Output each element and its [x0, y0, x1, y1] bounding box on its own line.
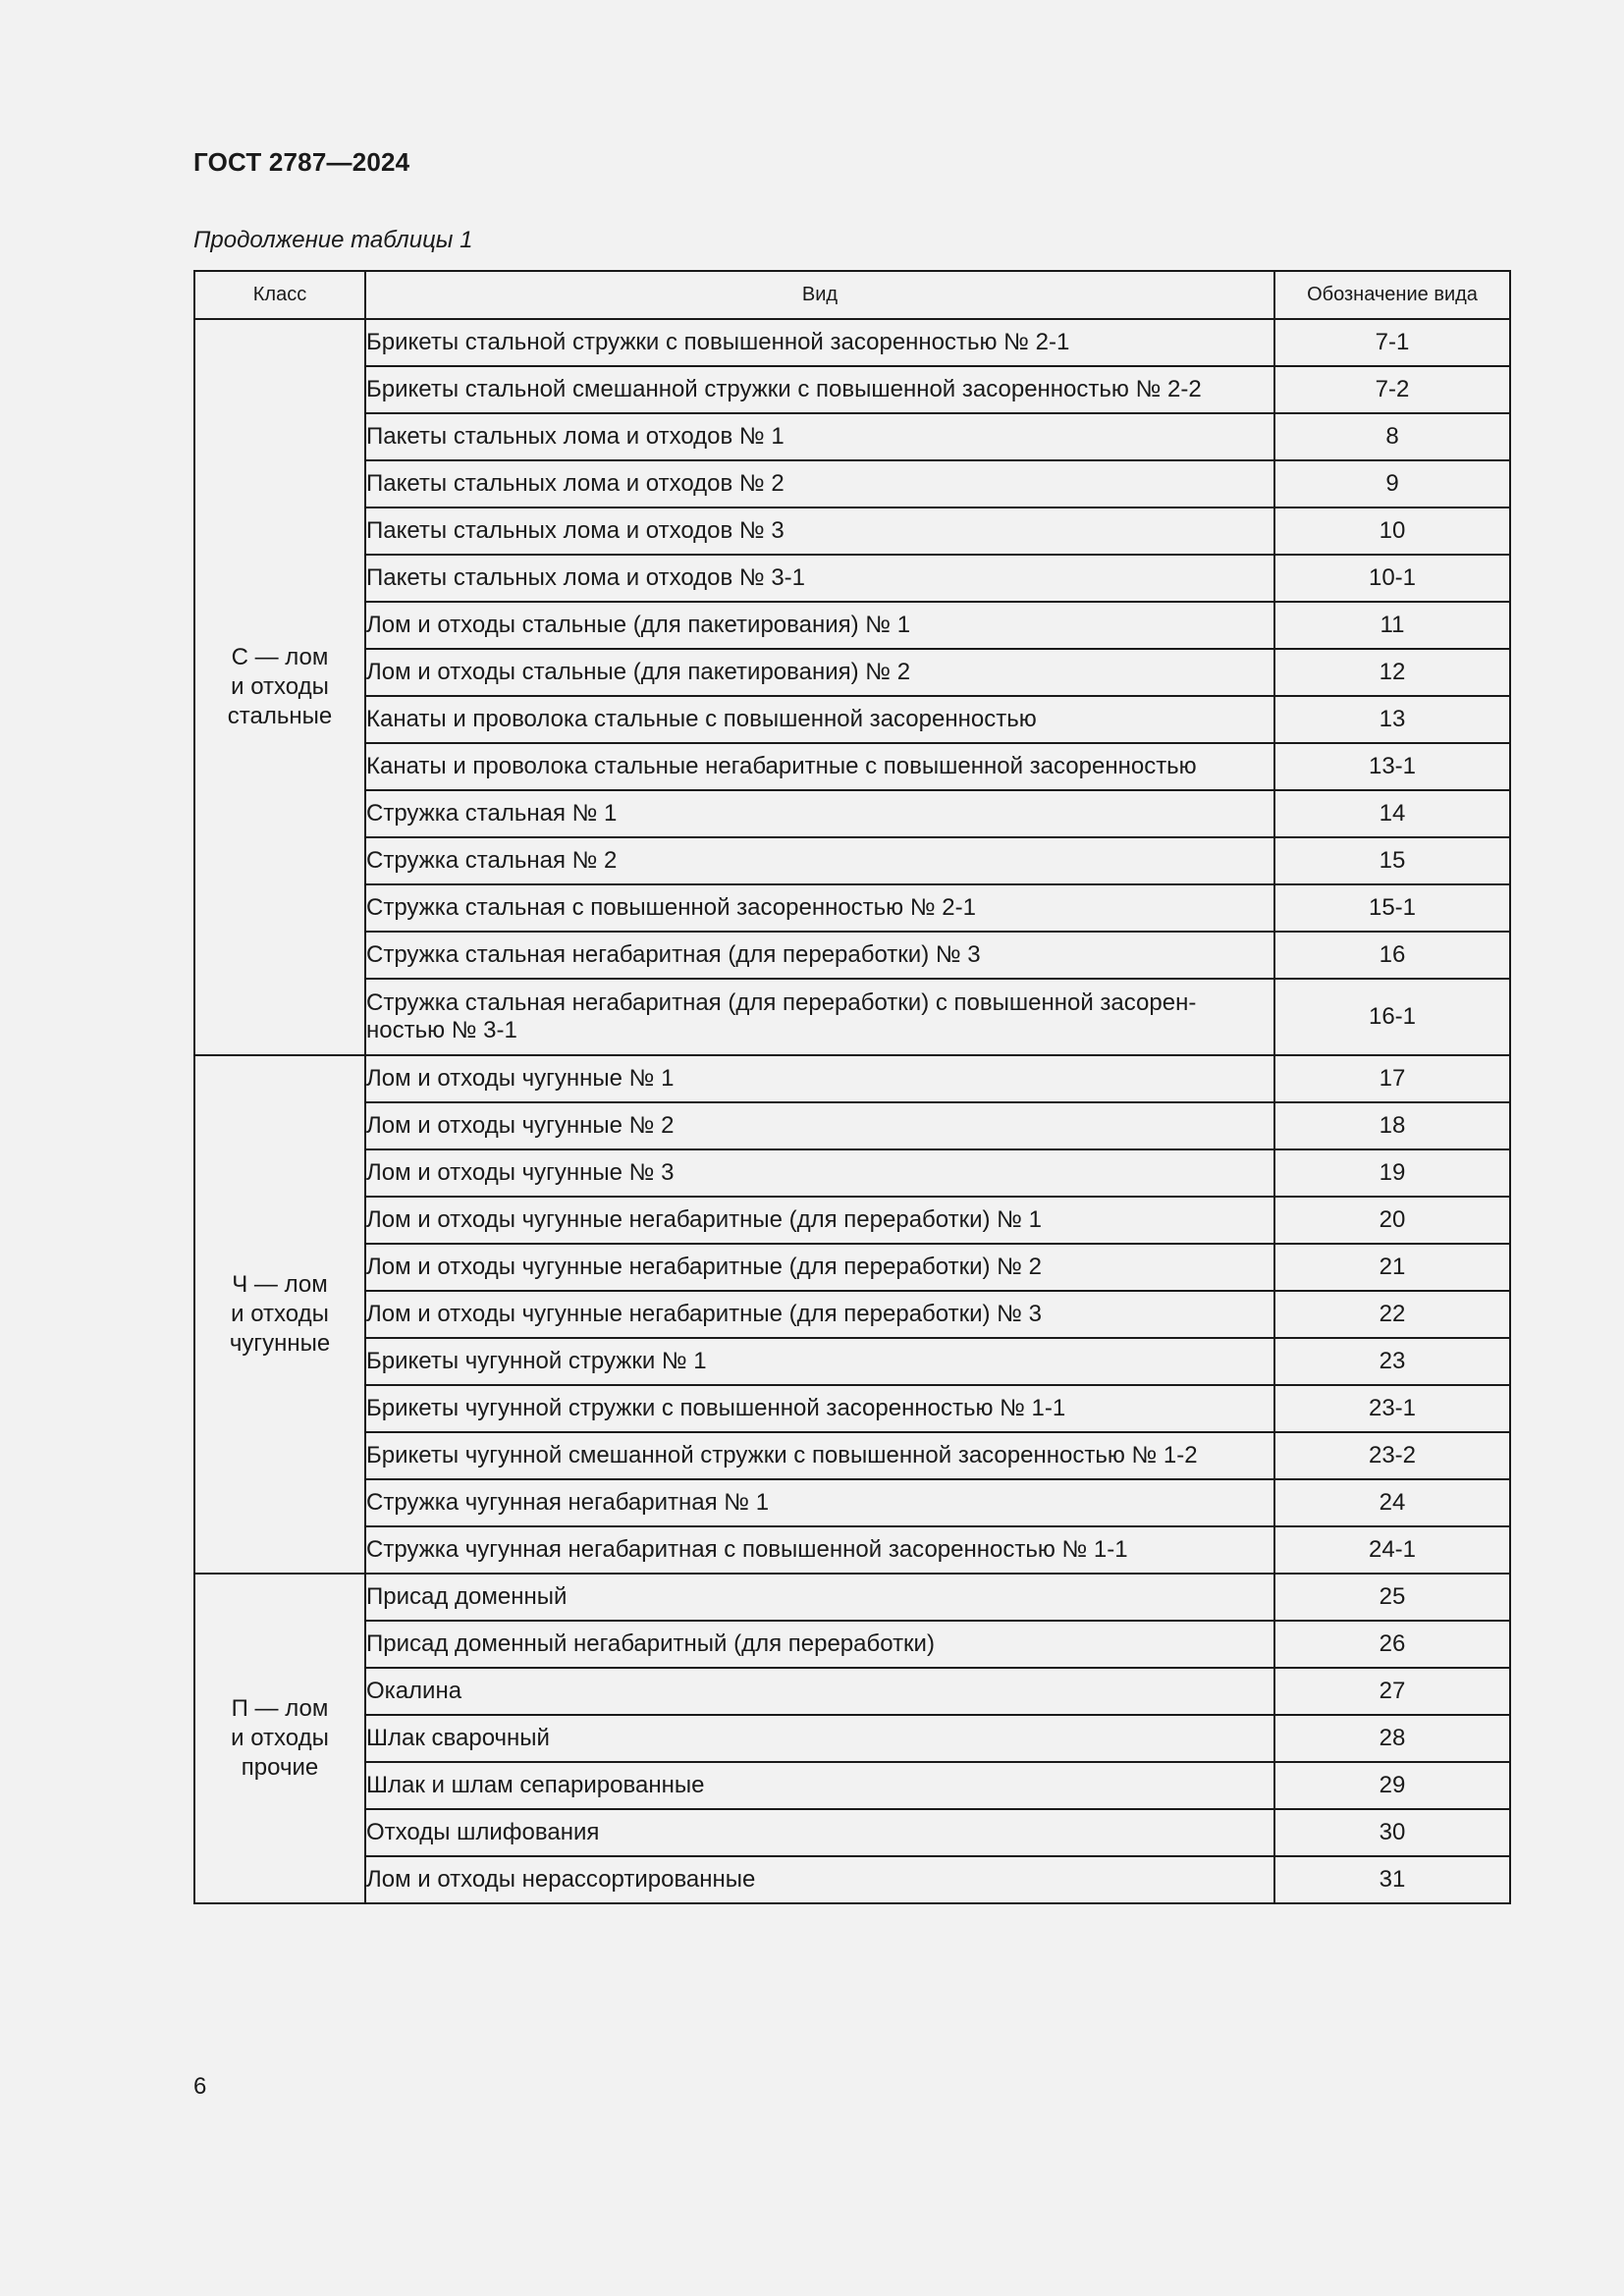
kind-cell: Стружка чугунная негабаритная № 1 [365, 1479, 1274, 1526]
table-row [194, 790, 1510, 837]
table-row [194, 979, 1510, 1055]
table-row [194, 1385, 1510, 1432]
table-row [194, 413, 1510, 460]
kind-cell: Лом и отходы стальные (для пакетирования) № 2 [365, 649, 1274, 696]
table-row [194, 696, 1510, 743]
code-cell: 23 [1274, 1338, 1510, 1385]
table-row [194, 507, 1510, 555]
kind-cell: Шлак и шлам сепарированные [365, 1762, 1274, 1809]
kind-cell: Лом и отходы стальные (для пакетирования) № 1 [365, 602, 1274, 649]
table-row [194, 743, 1510, 790]
table-row [194, 1856, 1510, 1903]
table-row [194, 602, 1510, 649]
table-row [194, 1149, 1510, 1197]
code-cell: 16-1 [1274, 979, 1510, 1055]
table-row [194, 555, 1510, 602]
table-row [194, 1102, 1510, 1149]
kind-cell: Пакеты стальных лома и отходов № 1 [365, 413, 1274, 460]
table-header-row [194, 271, 1510, 319]
kind-cell: Брикеты чугунной смешанной стружки с повышенной засоренностью № 1-2 [365, 1432, 1274, 1479]
code-cell: 13-1 [1274, 743, 1510, 790]
column-header-code: Обозначение вида [1274, 271, 1510, 319]
code-cell: 18 [1274, 1102, 1510, 1149]
code-cell: 27 [1274, 1668, 1510, 1715]
kind-cell: Лом и отходы чугунные негабаритные (для переработки) № 2 [365, 1244, 1274, 1291]
table-row [194, 1338, 1510, 1385]
kind-cell: Стружка стальная негабаритная (для переработки) № 3 [365, 932, 1274, 979]
table-row [194, 1479, 1510, 1526]
kind-line: ностью № 3-1 [366, 1017, 517, 1043]
code-cell: 26 [1274, 1621, 1510, 1668]
kind-cell: Отходы шлифования [365, 1809, 1274, 1856]
kind-cell: Канаты и проволока стальные негабаритные с повышенной засоренностью [365, 743, 1274, 790]
code-cell: 14 [1274, 790, 1510, 837]
column-header-kind: Вид [365, 271, 1274, 319]
code-cell: 23-1 [1274, 1385, 1510, 1432]
table-caption: Продолжение таблицы 1 [193, 227, 473, 253]
code-cell: 11 [1274, 602, 1510, 649]
table-row [194, 460, 1510, 507]
kind-cell: Пакеты стальных лома и отходов № 2 [365, 460, 1274, 507]
table-row [194, 1197, 1510, 1244]
kind-cell: Стружка стальная с повышенной засоренностью № 2-1 [365, 884, 1274, 932]
code-cell: 24-1 [1274, 1526, 1510, 1574]
class-label-line: П — лом [231, 1695, 329, 1722]
kind-cell: Лом и отходы чугунные негабаритные (для переработки) № 1 [365, 1197, 1274, 1244]
kind-cell: Лом и отходы нерассортированные [365, 1856, 1274, 1903]
code-cell: 19 [1274, 1149, 1510, 1197]
code-cell: 16 [1274, 932, 1510, 979]
code-cell: 31 [1274, 1856, 1510, 1903]
code-cell: 24 [1274, 1479, 1510, 1526]
kind-cell: Стружка чугунная негабаритная с повышенной засоренностью № 1-1 [365, 1526, 1274, 1574]
classification-table [193, 270, 1511, 1904]
table-row [194, 1291, 1510, 1338]
table-body [194, 319, 1510, 1903]
table-row [194, 1055, 1510, 1102]
code-cell: 15 [1274, 837, 1510, 884]
table-row [194, 1762, 1510, 1809]
kind-cell: Канаты и проволока стальные с повышенной засоренностью [365, 696, 1274, 743]
table-row [194, 1809, 1510, 1856]
code-cell: 17 [1274, 1055, 1510, 1102]
code-cell: 28 [1274, 1715, 1510, 1762]
table-row [194, 1432, 1510, 1479]
table-row [194, 366, 1510, 413]
code-cell: 22 [1274, 1291, 1510, 1338]
kind-cell: Присад доменный [365, 1574, 1274, 1621]
class-label-line: стальные [227, 703, 333, 729]
kind-cell: Шлак сварочный [365, 1715, 1274, 1762]
kind-cell: Пакеты стальных лома и отходов № 3-1 [365, 555, 1274, 602]
class-label-line: прочие [241, 1754, 319, 1781]
kind-cell: Пакеты стальных лома и отходов № 3 [365, 507, 1274, 555]
table-row [194, 1574, 1510, 1621]
kind-line: Стружка стальная негабаритная (для переработки) с повышенной засорен- [366, 989, 1197, 1016]
table-row [194, 1715, 1510, 1762]
kind-cell: Окалина [365, 1668, 1274, 1715]
code-cell: 20 [1274, 1197, 1510, 1244]
code-cell: 29 [1274, 1762, 1510, 1809]
class-cell [194, 1055, 365, 1574]
kind-cell: Брикеты стальной стружки с повышенной засоренностью № 2-1 [365, 319, 1274, 366]
code-cell: 10 [1274, 507, 1510, 555]
page-number: 6 [193, 2073, 207, 2100]
code-cell: 30 [1274, 1809, 1510, 1856]
table-row [194, 649, 1510, 696]
document-code: ГОСТ 2787—2024 [193, 147, 410, 177]
table-row [194, 1668, 1510, 1715]
code-cell: 8 [1274, 413, 1510, 460]
kind-cell: Брикеты стальной смешанной стружки с повышенной засоренностью № 2-2 [365, 366, 1274, 413]
kind-cell: Брикеты чугунной стружки № 1 [365, 1338, 1274, 1385]
class-label-line: С — лом [231, 644, 329, 670]
table-row [194, 884, 1510, 932]
class-label-line: и отходы [231, 1725, 329, 1751]
table-row [194, 319, 1510, 366]
code-cell: 12 [1274, 649, 1510, 696]
kind-cell: Стружка стальная № 2 [365, 837, 1274, 884]
code-cell: 10-1 [1274, 555, 1510, 602]
kind-cell: Брикеты чугунной стружки с повышенной засоренностью № 1-1 [365, 1385, 1274, 1432]
code-cell: 7-2 [1274, 366, 1510, 413]
kind-cell [365, 979, 1274, 1055]
class-cell [194, 1574, 365, 1903]
code-cell: 7-1 [1274, 319, 1510, 366]
code-cell: 21 [1274, 1244, 1510, 1291]
table-row [194, 1244, 1510, 1291]
kind-cell: Лом и отходы чугунные № 1 [365, 1055, 1274, 1102]
column-header-class: Класс [194, 271, 365, 319]
class-label-line: и отходы [231, 673, 329, 700]
class-label-line: чугунные [229, 1330, 331, 1357]
kind-cell: Лом и отходы чугунные № 2 [365, 1102, 1274, 1149]
kind-cell: Лом и отходы чугунные негабаритные (для переработки) № 3 [365, 1291, 1274, 1338]
code-cell: 9 [1274, 460, 1510, 507]
kind-cell: Лом и отходы чугунные № 3 [365, 1149, 1274, 1197]
table-row [194, 932, 1510, 979]
table-row [194, 1621, 1510, 1668]
code-cell: 25 [1274, 1574, 1510, 1621]
code-cell: 13 [1274, 696, 1510, 743]
class-label-line: и отходы [231, 1301, 329, 1327]
class-cell [194, 319, 365, 1055]
code-cell: 15-1 [1274, 884, 1510, 932]
kind-cell: Присад доменный негабаритный (для переработки) [365, 1621, 1274, 1668]
kind-cell: Стружка стальная № 1 [365, 790, 1274, 837]
table-row [194, 837, 1510, 884]
code-cell: 23-2 [1274, 1432, 1510, 1479]
table-row [194, 1526, 1510, 1574]
class-label-line: Ч — лом [232, 1271, 328, 1298]
